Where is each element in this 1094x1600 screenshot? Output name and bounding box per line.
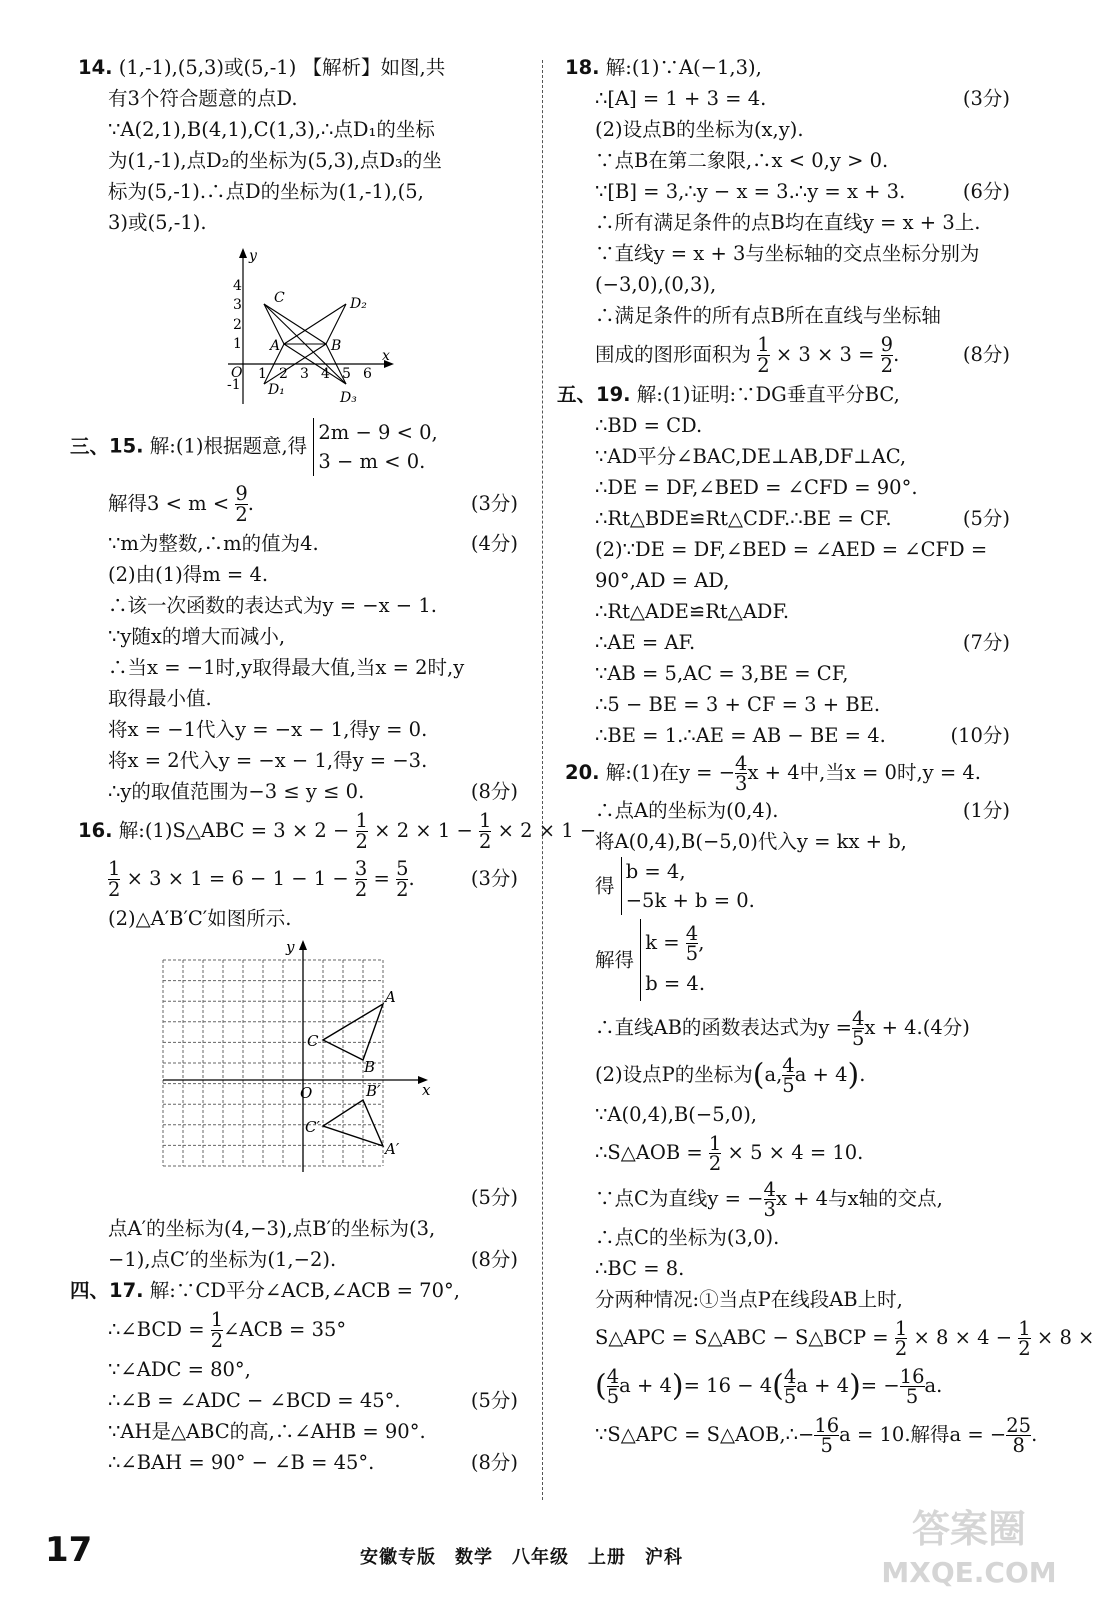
q14-figure xyxy=(78,244,518,412)
q16-point-a-prime: A′ xyxy=(385,1140,400,1158)
q20-line-10: ∵点C为直线y = − $\frac{4}{3}$ x + 4与x轴的交点, xyxy=(595,1178,943,1221)
q14-xtick: 3 xyxy=(300,366,309,382)
q20-line-13: 分两种情况:①当点P在线段AB上时, xyxy=(595,1288,903,1311)
fraction: $\frac{1}{2}$ xyxy=(210,1308,224,1352)
q19-line-10: ∵AB = 5,AC = 3,BE = CF, xyxy=(595,662,849,685)
q16-origin: O xyxy=(300,1084,313,1102)
q15-line-7: ∴当x = −1时,y取得最大值,当x = 2时,y xyxy=(108,656,465,679)
q18-line-4: ∵点B在第二象限,∴x < 0,y > 0. xyxy=(595,149,889,172)
q17-line-3: ∵∠ADC = 80°, xyxy=(108,1358,251,1381)
watermark-url: MXQE.COM xyxy=(881,1556,1057,1589)
q20-system-2: k = $\frac{4}{5}$ , b = 4. xyxy=(640,919,705,1001)
fraction: $\frac{9}{2}$ xyxy=(235,482,248,526)
q16-line-3: (2)△A′B′C′如图所示. xyxy=(108,907,292,930)
q19-line-2: ∴BD = CD. xyxy=(595,414,703,437)
fraction: $\frac{16}{5}$ xyxy=(899,1365,925,1408)
q14-ytick: 1 xyxy=(233,336,242,352)
q15-line-8: 取得最小值. xyxy=(108,687,212,710)
q15-line-6: ∵y随x的增大而减小, xyxy=(108,625,286,648)
q14-point-c: C xyxy=(274,290,285,306)
q19-line-3: ∵AD平分∠BAC,DE⊥AB,DF⊥AC, xyxy=(595,445,907,468)
score: (5分) xyxy=(962,507,1010,530)
q16-point-c: C xyxy=(307,1032,319,1050)
q18-line-7: ∵直线y = x + 3与坐标轴的交点坐标分别为 xyxy=(595,242,980,265)
fraction: $\frac{4}{5}$ xyxy=(783,1365,797,1408)
q19-line-6: (2)∵DE = DF,∠BED = ∠AED = ∠CFD = xyxy=(595,538,988,561)
score: (8分) xyxy=(962,343,1010,366)
q14-point-d1: D₁ xyxy=(268,382,285,398)
section-four-label: 四、 xyxy=(70,1279,110,1302)
q20-line-14: S△APC = S△ABC − S△BCP = $\frac{1}{2}$ × 8 × 4 − $\frac{1}{2}$ × 8 × xyxy=(595,1317,1094,1360)
q16-triangle-abc-prime xyxy=(323,1100,383,1146)
q15-line-1: 三、15. 解:(1)根据题意,得 2m − 9 < 0, 3 − m < 0. xyxy=(78,418,518,480)
q15-line-2: 解得3 < m < $\frac{9}{2}$ . (3分) xyxy=(108,482,518,526)
q14-ytick: -1 xyxy=(227,377,241,393)
score: (1分) xyxy=(962,799,1010,822)
fraction: $\frac{1}{2}$ xyxy=(894,1317,908,1360)
q14-ytick: 3 xyxy=(233,297,242,313)
column-divider xyxy=(542,60,543,1500)
fraction: $\frac{9}{2}$ xyxy=(880,333,894,377)
q14-y-label: y xyxy=(249,248,257,264)
fraction: $\frac{1}{2}$ xyxy=(757,333,770,377)
fraction: $\frac{3}{2}$ xyxy=(354,857,368,901)
q16-line-2: $\frac{1}{2}$ × 3 × 1 = 6 − 1 − 1 − $\frac{3}{2}$ = $\frac{5}{2}$ . (3分) xyxy=(108,857,518,901)
q20-line-8: ∵A(0,4),B(−5,0), xyxy=(595,1103,758,1126)
q14-line-5: 标为(5,-1).∴点D的坐标为(1,-1),(5, xyxy=(108,180,424,203)
q14-xtick: 2 xyxy=(279,366,288,382)
footer-book-info: 安徽专版 数学 八年级 上册 沪科 xyxy=(360,1547,683,1568)
q19-line-9: ∴AE = AF. (7分) xyxy=(565,627,1010,658)
fraction: $\frac{4}{5}$ xyxy=(606,1365,620,1408)
q15-line-3: ∵m为整数,∴m的值为4. (4分) xyxy=(78,528,518,559)
q16-point-a: A xyxy=(385,988,396,1006)
q14-line-6: 3)或(5,-1). xyxy=(108,211,207,234)
paren-right: ) xyxy=(849,1368,861,1404)
q15-line-10: 将x = 2代入y = −x − 1,得y = −3. xyxy=(108,749,428,772)
q14-point-b: B xyxy=(331,338,342,354)
q17-number: 17. xyxy=(109,1279,144,1302)
q20-line-12: ∴BC = 8. xyxy=(595,1257,685,1280)
q16-y-arrow xyxy=(299,940,307,950)
q14-origin: O xyxy=(231,365,243,381)
q20-line-7: (2)设点P的坐标为(a, $\frac{4}{5}$ a + 4). xyxy=(595,1054,866,1097)
fraction: $\frac{4}{5}$ xyxy=(851,1007,865,1050)
fraction: $\frac{5}{2}$ xyxy=(396,857,409,901)
q19-line-1: 五、19. 解:(1)证明:∵DG垂直平分BC, xyxy=(557,383,900,406)
q20-number: 20. xyxy=(565,761,600,784)
paren-right: ) xyxy=(671,1368,684,1404)
q14-line-4: 为(1,-1),点D₂的坐标为(5,3),点D₃的坐 xyxy=(108,149,442,172)
q16-number: 16. xyxy=(78,819,113,842)
paren-left: ( xyxy=(772,1368,784,1404)
q16-line-1: 16. 解:(1)S△ABC = 3 × 2 − $\frac{1}{2}$ × 2 × 1 − $\frac{1}{2}$ × 2 × 1 − xyxy=(78,809,597,853)
page-number: 17 xyxy=(45,1530,93,1570)
q19-line-4: ∴DE = DF,∠BED = ∠CFD = 90°. xyxy=(595,476,918,499)
q20-line-1: 20. 解:(1)在y = − $\frac{4}{3}$ x + 4中,当x = 0时,y = 4. xyxy=(565,752,982,795)
score: (8分) xyxy=(470,1451,518,1474)
q20-line-9: ∴S△AOB = $\frac{1}{2}$ × 5 × 4 = 10. xyxy=(595,1132,864,1175)
score: (6分) xyxy=(962,180,1010,203)
q20-line-5: 解得 k = $\frac{4}{5}$ , b = 4. xyxy=(565,919,1010,1005)
q16-line-4 xyxy=(78,1182,518,1213)
paren-right: ) xyxy=(847,1057,860,1093)
q20-line-4: 得 b = 4, −5k + b = 0. xyxy=(565,857,1010,919)
fraction: $\frac{4}{3}$ xyxy=(763,1178,776,1221)
fraction: $\frac{25}{8}$ xyxy=(1006,1414,1032,1457)
q18-line-10: 围成的图形面积为 $\frac{1}{2}$ × 3 × 3 = $\frac{9}{2}$ . (8分) xyxy=(595,333,1010,377)
score: (3分) xyxy=(470,492,518,515)
q14-line-2: 有3个符合题意的点D. xyxy=(108,87,298,110)
q15-line-5: ∴该一次函数的表达式为y = −x − 1. xyxy=(108,594,437,617)
watermark-title: 答案圈 xyxy=(911,1507,1027,1551)
q18-line-9: ∴满足条件的所有点B所在直线与坐标轴 xyxy=(595,304,941,327)
q14-xtick: 1 xyxy=(258,366,267,382)
q15-line-4: (2)由(1)得m = 4. xyxy=(108,563,269,586)
q14-ytick: 4 xyxy=(233,278,242,294)
q18-line-2: ∴[A] = 1 + 3 = 4. (3分) xyxy=(565,83,1010,114)
q14-line-1: 14. (1,-1),(5,3)或(5,-1) 【解析】如图,共 xyxy=(78,56,446,79)
q17-line-6: ∴∠BAH = 90° − ∠B = 45°. (8分) xyxy=(78,1447,518,1478)
q20-line-11: ∴点C的坐标为(3,0). xyxy=(595,1226,780,1249)
q14-line-3: ∵A(2,1),B(4,1),C(1,3),∴点D₁的坐标 xyxy=(108,118,435,141)
q18-line-1: 18. 解:(1)∵A(−1,3), xyxy=(565,56,762,79)
q16-grid-plane xyxy=(78,940,518,1176)
score: (10分) xyxy=(950,724,1010,747)
score: (3分) xyxy=(962,87,1010,110)
q16-point-c-prime: C′ xyxy=(305,1118,320,1136)
q18-line-6: ∴所有满足条件的点B均在直线y = x + 3上. xyxy=(595,211,981,234)
q19-line-5: ∴Rt△BDE≌Rt△CDF.∴BE = CF. (5分) xyxy=(565,503,1010,534)
q19-line-12: ∴BE = 1.∴AE = AB − BE = 4. (10分) xyxy=(565,720,1010,751)
q14-xtick: 6 xyxy=(363,366,372,382)
q16-point-b: B xyxy=(364,1058,376,1076)
section-five-label: 五、 xyxy=(557,383,597,406)
q19-line-7: 90°,AD = AD, xyxy=(595,569,730,592)
q14-point-a: A xyxy=(270,338,281,354)
q18-number: 18. xyxy=(565,56,600,79)
score: (4分) xyxy=(470,532,518,555)
q20-line-2: ∴点A的坐标为(0,4). (1分) xyxy=(565,795,1010,826)
q20-system-1: b = 4, −5k + b = 0. xyxy=(621,857,755,915)
score: (5分) xyxy=(470,1186,518,1209)
watermark-logo xyxy=(877,1498,1057,1590)
q14-ytick: 2 xyxy=(233,317,242,333)
q14-point-d3: D₃ xyxy=(340,390,357,406)
q20-line-3: 将A(0,4),B(−5,0)代入y = kx + b, xyxy=(595,830,907,853)
q19-number: 19. xyxy=(596,383,631,406)
q17-line-2: ∴∠BCD = $\frac{1}{2}$ ∠ACB = 35° xyxy=(108,1308,347,1352)
score: (8分) xyxy=(470,1248,518,1271)
q16-triangle-abc xyxy=(323,1004,383,1060)
q16-line-6: −1),点C′的坐标为(1,−2). (8分) xyxy=(78,1244,518,1275)
q14-point-d2: D₂ xyxy=(350,296,367,312)
q16-line-5: 点A′的坐标为(4,−3),点B′的坐标为(3, xyxy=(108,1217,436,1240)
q14-y-arrow xyxy=(239,248,247,258)
q20-line-15: ( $\frac{4}{5}$ a + 4)= 16 − 4( $\frac{4}{5}$ a + 4)= − $\frac{16}{5}$ a. xyxy=(595,1365,943,1408)
q14-x-label: x xyxy=(382,348,390,364)
q14-number: 14. xyxy=(78,56,113,79)
score: (7分) xyxy=(962,631,1010,654)
q16-figure xyxy=(78,940,518,1176)
q15-number: 15. xyxy=(109,434,144,458)
q17-line-1: 四、17. 解:∵CD平分∠ACB,∠ACB = 70°, xyxy=(70,1279,460,1302)
q15-line-11: ∴y的取值范围为−3 ≤ y ≤ 0. (8分) xyxy=(78,776,518,807)
fraction: $\frac{1}{2}$ xyxy=(478,809,492,853)
q14-xtick: 4 xyxy=(321,366,330,382)
q15-system: 2m − 9 < 0, 3 − m < 0. xyxy=(313,418,437,476)
q16-point-b-prime: B′ xyxy=(366,1082,381,1100)
q20-line-16: ∵S△APC = S△AOB,∴− $\frac{16}{5}$ a = 10.解得a = − $\frac{25}{8}$ . xyxy=(595,1414,1038,1457)
paren-left: ( xyxy=(752,1057,765,1093)
q15-line-9: 将x = −1代入y = −x − 1,得y = 0. xyxy=(108,718,428,741)
q14-xtick: 5 xyxy=(342,366,351,382)
score: (8分) xyxy=(470,780,518,803)
fraction: $\frac{1}{2}$ xyxy=(1018,1317,1031,1360)
fraction: $\frac{4}{5}$ xyxy=(782,1054,795,1097)
score: (5分) xyxy=(470,1389,518,1412)
q14-coordinate-plane xyxy=(78,244,518,412)
fraction: $\frac{1}{2}$ xyxy=(355,809,368,853)
q17-line-4: ∴∠B = ∠ADC − ∠BCD = 45°. (5分) xyxy=(78,1385,518,1416)
score: (3分) xyxy=(470,867,518,890)
q18-line-3: (2)设点B的坐标为(x,y). xyxy=(595,118,804,141)
q20-line-6: ∴直线AB的函数表达式为y = $\frac{4}{5}$ x + 4.(4分) xyxy=(595,1007,970,1050)
fraction: $\frac{1}{2}$ xyxy=(708,1132,722,1175)
q18-line-5: ∵[B] = 3,∴y − x = 3.∴y = x + 3. (6分) xyxy=(565,176,1010,207)
right-column xyxy=(557,52,1094,1459)
paren-left: ( xyxy=(595,1368,607,1404)
q19-line-11: ∴5 − BE = 3 + CF = 3 + BE. xyxy=(595,693,881,716)
fraction: $\frac{4}{3}$ xyxy=(735,752,748,795)
q16-x-label: x xyxy=(422,1081,431,1099)
q19-line-8: ∴Rt△ADE≌Rt△ADF. xyxy=(595,600,790,623)
q17-line-5: ∵AH是△ABC的高,∴∠AHB = 90°. xyxy=(108,1420,426,1443)
q18-line-8: (−3,0),(0,3), xyxy=(595,273,717,296)
fraction: $\frac{4}{5}$ xyxy=(685,922,699,965)
fraction: $\frac{16}{5}$ xyxy=(814,1414,840,1457)
q16-y-label: y xyxy=(286,938,295,956)
section-three-label: 三、 xyxy=(70,434,110,458)
fraction: $\frac{1}{2}$ xyxy=(108,857,121,901)
